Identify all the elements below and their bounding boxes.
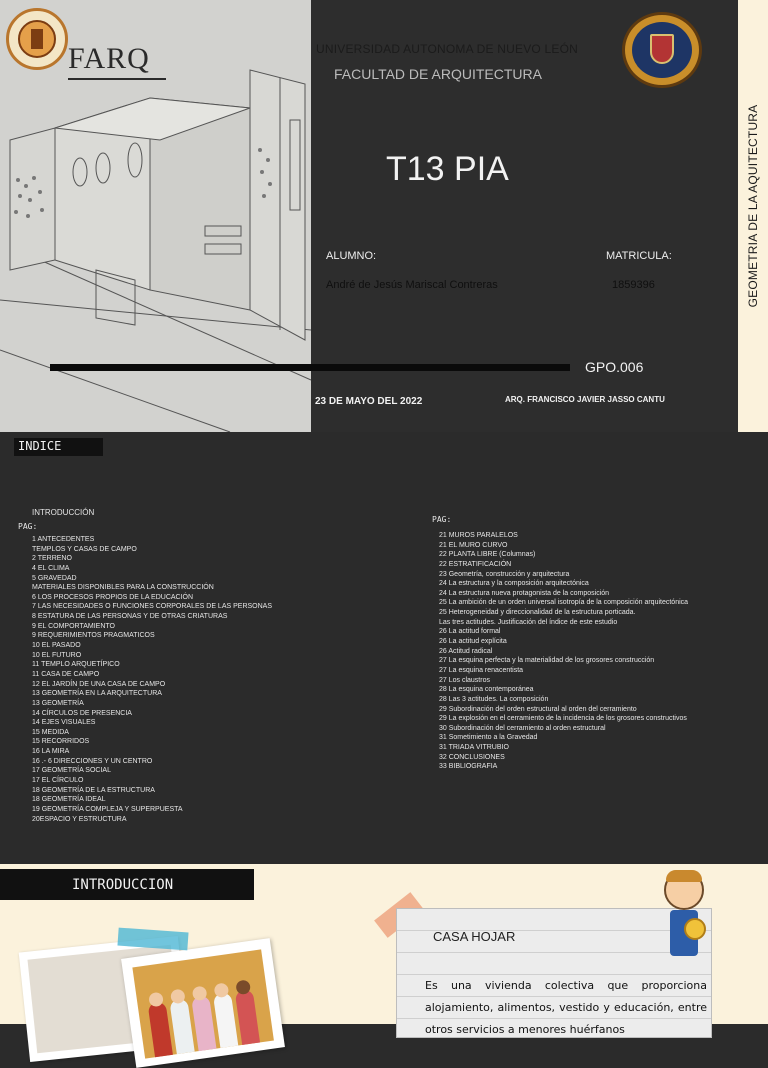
toc-item: 32 CONCLUSIONES [439, 753, 505, 761]
toc-item: 13 GEOMETRÍA [32, 699, 84, 707]
toc-item: 18 GEOMETRÍA IDEAL [32, 796, 106, 804]
toc-item: 27 La esquina renacentista [439, 666, 524, 674]
toc-item: 20ESPACIO Y ESTRUCTURA [32, 815, 127, 823]
page-label-right: PAG: [432, 515, 452, 524]
toc-item: 26 Actitud radical [439, 647, 493, 655]
toc-item: 8 ESTATURA DE LAS PERSONAS Y DE OTRAS CRIATURAS [32, 613, 228, 621]
toc-item: 11 CASA DE CAMPO [32, 670, 100, 678]
toc-item: 21 EL MURO CURVO [439, 541, 508, 549]
toc-item: 27 La esquina perfecta y la materialidad de los grosores construcción [439, 657, 655, 665]
student-id-value: 1859396 [612, 279, 655, 291]
toc-item: 9 REQUERIMIENTOS PRAGMATICOS [32, 632, 155, 640]
date-text: 23 DE MAYO DEL 2022 [315, 396, 423, 407]
toc-item: 14 EJES VISUALES [32, 719, 96, 727]
toc-item: 25 La ambición de un orden universal isotropía de la composición arquitectónica [439, 599, 689, 607]
toc-item: 16 .- 6 DIRECCIONES Y UN CENTRO [32, 757, 153, 765]
toc-item: 26 La actitud formal [439, 628, 501, 636]
faculty-name: FACULTAD DE ARQUITECTURA [334, 66, 542, 82]
toc-item: 11 TEMPLO ARQUETÍPICO [32, 661, 120, 669]
toc-item: 2 TERRENO [32, 555, 72, 563]
toc-item: 12 EL JARDÍN DE UNA CASA DE CAMPO [32, 680, 166, 688]
page-label-left: PAG: [18, 522, 38, 531]
toc-item: 1 ANTECEDENTES [32, 536, 95, 543]
cartoon-boy-icon [654, 870, 716, 970]
index-intro-label: INTRODUCCIÓN [32, 508, 95, 517]
note-heading: CASA HOJAR [433, 929, 516, 944]
toc-item: 16 LA MIRA [32, 748, 70, 756]
toc-item: MATERIALES DISPONIBLES PARA LA CONSTRUCCIÓN [32, 584, 214, 592]
teacher-name: ARQ. FRANCISCO JAVIER JASSO CANTU [505, 395, 665, 404]
student-label: ALUMNO: [326, 250, 377, 262]
intro-title: INTRODUCCION [72, 877, 174, 893]
index-section [0, 432, 768, 864]
toc-item: 29 La explosión en el cerramiento de la incidencia de los grosores constructivos [439, 715, 687, 723]
toc-item: 17 GEOMETRÍA SOCIAL [32, 767, 111, 775]
vertical-title-panel [738, 0, 768, 432]
index-title: INDICE [18, 439, 62, 453]
toc-item: 27 Los claustros [439, 676, 490, 684]
toc-item: TEMPLOS Y CASAS DE CAMPO [32, 545, 137, 553]
children-photo [121, 938, 285, 1068]
table-of-contents-left [32, 535, 272, 824]
toc-item: 9 EL COMPORTAMIENTO [32, 622, 115, 630]
divider-line [50, 364, 570, 371]
index-title-box [14, 438, 103, 456]
table-of-contents-right [439, 531, 688, 772]
toc-item: 23 Geometría, construcción y arquitectura [439, 570, 570, 578]
farq-logo-text: FARQ [68, 42, 150, 75]
toc-item: 24 La estructura y la composición arquitectónica [439, 580, 589, 588]
introduction-section [0, 864, 768, 1036]
toc-item: 6 LOS PROCESOS PROPIOS DE LA EDUCACIÓN [32, 593, 194, 601]
toc-item: 17 EL CÍRCULO [32, 777, 84, 785]
toc-item: 21 MUROS PARALELOS [439, 532, 518, 539]
toc-item: 24 La estructura nueva protagonista de la composición [439, 589, 610, 597]
toc-item: 15 MEDIDA [32, 728, 69, 736]
toc-item: 19 GEOMETRÍA COMPLEJA Y SUPERPUESTA [32, 805, 183, 813]
university-seal-icon [622, 12, 702, 88]
toc-item: 5 GRAVEDAD [32, 574, 77, 582]
student-id-label: MATRICULA: [606, 250, 672, 262]
toc-item: 10 EL FUTURO [32, 651, 82, 659]
intro-title-box [0, 869, 254, 900]
toc-item: 28 La esquina contemporánea [439, 686, 534, 694]
toc-item: 15 RECORRIDOS [32, 738, 90, 746]
toc-item: 22 PLANTA LIBRE (Columnas) [439, 551, 536, 559]
toc-item: 22 ESTRATIFICACIÓN [439, 560, 512, 568]
toc-item: 30 Subordinación del cerramiento al orden estructural [439, 724, 606, 732]
toc-item: 10 EL PASADO [32, 642, 81, 650]
faculty-seal-icon [6, 8, 68, 70]
toc-item: 13 GEOMETRÍA EN LA ARQUITECTURA [32, 690, 162, 698]
farq-logo [6, 8, 166, 80]
toc-item: 29 Subordinación del orden estructural al orden del cerramiento [439, 705, 637, 713]
toc-item: 4 EL CLIMA [32, 564, 70, 572]
vertical-subject-title: GEOMETRIA DE LA AQUITECTURA [746, 104, 760, 308]
toc-item: 31 Sometimiento a la Gravedad [439, 734, 538, 742]
toc-item: 33 BIBLIOGRAFIA [439, 763, 498, 771]
toc-item: 28 Las 3 actitudes. La composición [439, 695, 549, 703]
document-title: T13 PIA [386, 150, 509, 188]
toc-item: 14 CÍRCULOS DE PRESENCIA [32, 709, 132, 717]
group-number: GPO.006 [585, 359, 644, 375]
toc-item: 7 LAS NECESIDADES O FUNCIONES CORPORALES DE LAS PERSONAS [32, 603, 273, 611]
toc-item: 26 La actitud explícita [439, 638, 507, 646]
toc-item: 18 GEOMETRÍA DE LA ESTRUCTURA [32, 786, 155, 794]
toc-item: Las tres actitudes. Justificación del índice de este estudio [439, 618, 618, 626]
logo-underline [68, 78, 166, 80]
cover-section [0, 0, 768, 432]
toc-item: 25 Heterogeneidad y direccionalidad de la estructura porticada. [439, 609, 636, 617]
note-text: Es una vivienda colectiva que proporciona alojamiento, alimentos, vestido y educación, entre otros servicios a menores huérfanos [425, 979, 707, 1036]
university-name: UNIVERSIDAD AUTONOMA DE NUEVO LEÓN [316, 42, 578, 56]
toc-item: 31 TRIADA VITRUBIO [439, 744, 509, 752]
student-name: André de Jesús Mariscal Contreras [326, 279, 498, 291]
